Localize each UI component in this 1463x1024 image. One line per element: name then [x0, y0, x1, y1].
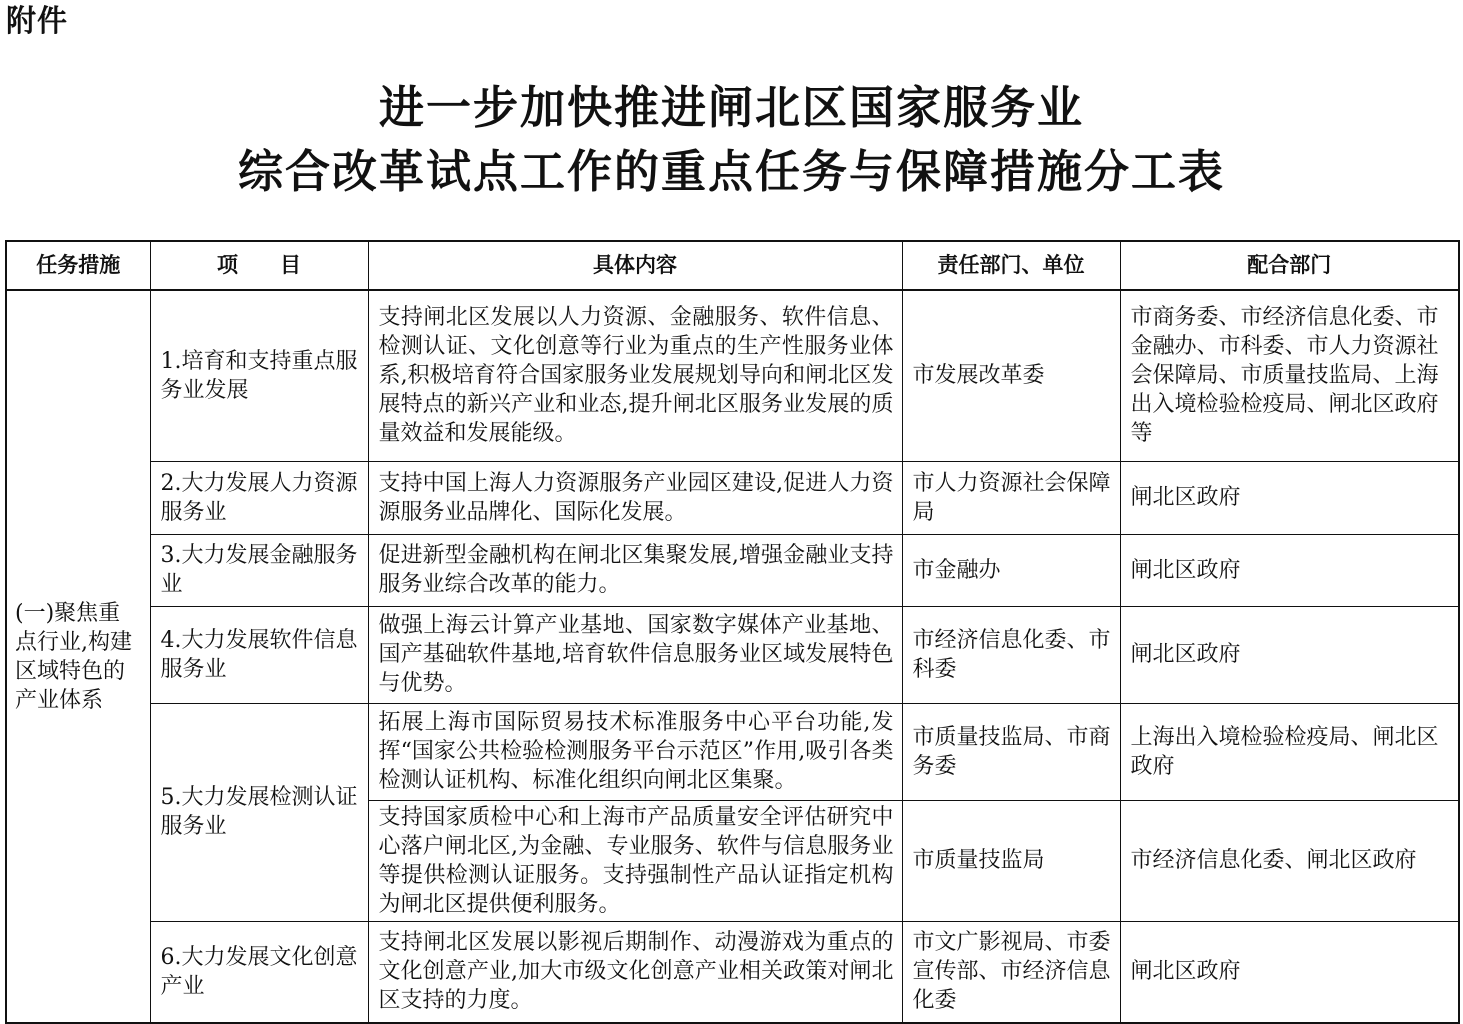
document-title-line-2: 综合改革试点工作的重点任务与保障措施分工表	[237, 145, 1225, 198]
content-cell: 支持闸北区发展以人力资源、金融服务、软件信息、检测认证、文化创意等行业为重点的生产性服务业体系,积极培育符合国家服务业发展规划导向和闸北区发展特点的新兴产业和业态,提升闸北区服务业发展的质量效益和发展能级。	[368, 290, 902, 461]
table-row	[6, 290, 1459, 461]
responsible-cell: 市发展改革委	[902, 290, 1120, 461]
header-content: 具体内容	[368, 241, 902, 290]
cooperating-cell: 闸北区政府	[1120, 534, 1459, 606]
cooperating-cell: 闸北区政府	[1120, 921, 1459, 1023]
content-cell: 支持闸北区发展以影视后期制作、动漫游戏为重点的文化创意产业,加大市级文化创意产业相关政策对闸北区支持的力度。	[368, 921, 902, 1023]
table-row	[6, 461, 1459, 534]
table-row	[6, 703, 1459, 800]
attachment-label: 附件	[6, 4, 68, 39]
content-cell: 拓展上海市国际贸易技术标准服务中心平台功能,发挥“国家公共检验检测服务平台示范区”作用,吸引各类检测认证机构、标准化组织向闸北区集聚。	[368, 703, 902, 800]
responsible-cell: 市质量技监局	[902, 800, 1120, 921]
cooperating-cell: 市经济信息化委、闸北区政府	[1120, 800, 1459, 921]
responsible-cell: 市文广影视局、市委宣传部、市经济信息化委	[902, 921, 1120, 1023]
content-cell: 做强上海云计算产业基地、国家数字媒体产业基地、国产基础软件基地,培育软件信息服务业区域发展特色与优势。	[368, 606, 902, 703]
item-cell: 4.大力发展软件信息服务业	[150, 606, 368, 703]
item-cell: 2.大力发展人力资源服务业	[150, 461, 368, 534]
responsible-cell: 市质量技监局、市商务委	[902, 703, 1120, 800]
header-task-measure: 任务措施	[6, 241, 150, 290]
header-cooperating: 配合部门	[1120, 241, 1459, 290]
task-category-cell: (一)聚焦重点行业,构建区域特色的产业体系	[6, 290, 150, 1023]
cooperating-cell: 上海出入境检验检疫局、闸北区政府	[1120, 703, 1459, 800]
cooperating-cell: 市商务委、市经济信息化委、市金融办、市科委、市人力资源社会保障局、市质量技监局、上海出入境检验检疫局、闸北区政府等	[1120, 290, 1459, 461]
responsible-cell: 市人力资源社会保障局	[902, 461, 1120, 534]
task-assignment-table	[5, 240, 1460, 1024]
cooperating-cell: 闸北区政府	[1120, 606, 1459, 703]
responsible-cell: 市金融办	[902, 534, 1120, 606]
header-item: 项 目	[150, 241, 368, 290]
cooperating-cell: 闸北区政府	[1120, 461, 1459, 534]
table-header-row	[6, 241, 1459, 290]
table-row	[6, 921, 1459, 1023]
content-cell: 支持中国上海人力资源服务产业园区建设,促进人力资源服务业品牌化、国际化发展。	[368, 461, 902, 534]
document-title-line-1: 进一步加快推进闸北区国家服务业	[378, 81, 1084, 134]
header-responsible: 责任部门、单位	[902, 241, 1120, 290]
table-row	[6, 606, 1459, 703]
content-cell: 促进新型金融机构在闸北区集聚发展,增强金融业支持服务业综合改革的能力。	[368, 534, 902, 606]
content-cell: 支持国家质检中心和上海市产品质量安全评估研究中心落户闸北区,为金融、专业服务、软件与信息服务业等提供检测认证服务。支持强制性产品认证指定机构为闸北区提供便利服务。	[368, 800, 902, 921]
item-cell: 1.培育和支持重点服务业发展	[150, 290, 368, 461]
item-cell: 6.大力发展文化创意产业	[150, 921, 368, 1023]
responsible-cell: 市经济信息化委、市科委	[902, 606, 1120, 703]
item-cell: 5.大力发展检测认证服务业	[150, 703, 368, 921]
table-row	[6, 534, 1459, 606]
item-cell: 3.大力发展金融服务业	[150, 534, 368, 606]
